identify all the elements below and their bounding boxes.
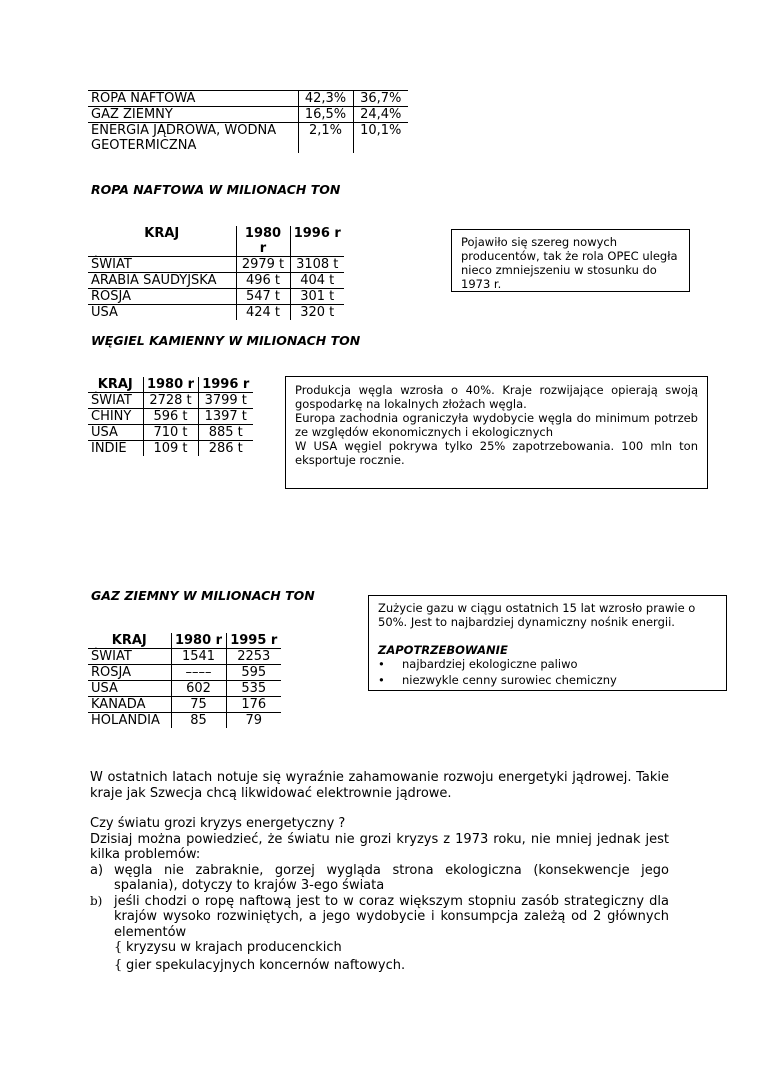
value-2: 404 t	[290, 273, 344, 289]
value-2: 24,4%	[353, 107, 408, 123]
sub-list-item-text: gier spekulacyjnych koncernów naftowych.	[126, 957, 406, 973]
country: USA	[88, 681, 171, 697]
table-row	[88, 273, 344, 289]
coal-note-p1: Produkcja węgla wzrosła o 40%. Kraje rozwijające opierają swoją gospodarkę na lokalnych złożach węgla.	[295, 383, 698, 411]
country: ROSJA	[88, 289, 236, 305]
value-2: 595	[226, 665, 281, 681]
paragraph-question: Czy światu grozi kryzys energetyczny ?	[90, 816, 346, 831]
gas-section-title: GAZ ZIEMNY W MILIONACH TON	[91, 588, 315, 603]
header-year-2: 1996 r	[290, 226, 344, 257]
gas-table	[88, 633, 281, 728]
coal-section-title: WĘGIEL KAMIENNY W MILIONACH TON	[91, 333, 361, 348]
list-item-a	[90, 863, 669, 894]
body-text	[90, 770, 669, 973]
value-1: 496 t	[236, 273, 290, 289]
country: ROSJA	[88, 665, 171, 681]
value-2: 301 t	[290, 289, 344, 305]
gas-note-box	[368, 595, 727, 691]
oil-section-title: ROPA NAFTOWA W MILIONACH TON	[91, 182, 341, 197]
table-header-row	[88, 633, 281, 649]
value-1: ––––	[171, 665, 226, 681]
table-row	[88, 305, 344, 321]
country: HOLANDIA	[91, 713, 160, 728]
header-country: KRAJ	[88, 377, 143, 393]
value-1: 75	[171, 697, 226, 713]
value-1: 109 t	[143, 441, 198, 457]
sub-list-item-text: kryzysu w krajach producenckich	[126, 940, 342, 955]
country: CHINY	[88, 409, 143, 425]
value-1: 547 t	[236, 289, 290, 305]
coal-note-p3: W USA węgiel pokrywa tylko 25% zapotrzebowania. 100 mln ton eksportuje rocznie.	[295, 439, 698, 467]
sub-list-item	[90, 958, 669, 974]
value-2: 3799 t	[198, 393, 253, 409]
value-2: 320 t	[290, 305, 344, 321]
coal-table	[88, 377, 253, 456]
sub-list-item	[90, 940, 669, 956]
table-row	[88, 649, 281, 665]
header-country: KRAJ	[88, 226, 236, 257]
row-label: ROPA NAFTOWA	[88, 91, 298, 107]
list-item-text: niezwykle cenny surowiec chemiczny	[402, 673, 617, 687]
value-1: 596 t	[143, 409, 198, 425]
header-year-2: 1996 r	[198, 377, 253, 393]
table-row	[88, 425, 253, 441]
header-year-2: 1995 r	[226, 633, 281, 649]
country: KANADA	[88, 697, 171, 713]
gas-note-p1: Zużycie gazu w ciągu ostatnich 15 lat wzrosło prawie o 50%. Jest to najbardziej dynamiczny nośnik energii.	[378, 601, 696, 629]
list-item-b	[90, 894, 669, 941]
header-country: KRAJ	[88, 633, 171, 649]
value-2: 176	[226, 697, 281, 713]
country: USA	[88, 425, 143, 441]
coal-note-p2: Europa zachodnia ograniczyła wydobycie węgla do minimum potrzeb ze względów ekonomicznych i ekologicznych	[295, 411, 698, 439]
list-marker: b)	[90, 893, 103, 908]
brace-icon: {	[114, 940, 123, 955]
coal-note-box	[285, 376, 708, 489]
value-1: 16,5%	[298, 107, 353, 123]
header-year-1: 1980 r	[171, 633, 226, 649]
table-row	[88, 681, 281, 697]
value-1: 85	[171, 713, 226, 729]
list-item-text: najbardziej ekologiczne paliwo	[402, 657, 578, 671]
table-header-row	[88, 226, 344, 257]
table-row	[88, 697, 281, 713]
table-row	[88, 289, 344, 305]
row-label: ENERGIA JĄDROWA, WODNA GEOTERMICZNA	[88, 123, 298, 154]
country: ARABIA SAUDYJSKA	[88, 273, 236, 289]
table-row	[88, 107, 408, 123]
value-1: 1541	[171, 649, 226, 665]
paragraph-nuclear: W ostatnich latach notuje się wyraźnie zahamowanie rozwoju energetyki jądrowej. Takie kraje jak Szwecja chcą likwidować elektrownie jądrowe.	[90, 770, 669, 801]
value-1: 710 t	[143, 425, 198, 441]
value-1: 602	[171, 681, 226, 697]
country: INDIE	[91, 441, 127, 456]
value-1: 2979 t	[236, 257, 290, 273]
list-item	[378, 673, 717, 687]
table-header-row	[88, 377, 253, 393]
header-year-1: 1980 r	[236, 226, 290, 257]
oil-note-text: Pojawiło się szereg nowych producentów, tak że rola OPEC uległa nieco zmniejszeniu w stosunku do 1973 r.	[461, 235, 678, 291]
value-2: 2253	[226, 649, 281, 665]
list-marker: a)	[90, 862, 104, 878]
value-2: 885 t	[198, 425, 253, 441]
table-row	[88, 123, 408, 154]
value-2: 535	[226, 681, 281, 697]
value-1: 424 t	[236, 305, 290, 321]
oil-note-box	[451, 229, 690, 292]
country: ŚWIAT	[88, 649, 171, 665]
table-row	[88, 393, 253, 409]
value-2: 3108 t	[290, 257, 344, 273]
table-row	[88, 257, 344, 273]
value-1: 2728 t	[143, 393, 198, 409]
country: ŚWIAT	[88, 257, 236, 273]
value-2: 286 t	[198, 441, 253, 457]
bullet-icon: •	[378, 673, 385, 687]
list-item-text: węgla nie zabraknie, gorzej wygląda strona ekologiczna (konsekwencje jego spalania), dotyczy to krajów 3-ego świata	[114, 862, 669, 893]
value-2: 1397 t	[198, 409, 253, 425]
country: ŚWIAT	[88, 393, 143, 409]
row-label: GAZ ZIEMNY	[88, 107, 298, 123]
brace-icon: {	[114, 957, 123, 973]
list-item-text: jeśli chodzi o ropę naftową jest to w coraz większym stopniu zasób strategiczny dla krajów wysoko rozwiniętych, a jego wydobycie i konsumpcja zależą od 2 głównych elementów	[114, 893, 669, 940]
value-2: 36,7%	[353, 91, 408, 107]
paragraph-intro: Dzisiaj można powiedzieć, że światu nie grozi kryzys z 1973 roku, nie mniej jednak jest kilka problemów:	[90, 831, 669, 862]
list-item	[378, 657, 717, 671]
table-row	[88, 665, 281, 681]
value-2: 10,1%	[353, 123, 408, 154]
table-row	[88, 441, 253, 457]
country: USA	[91, 305, 118, 320]
table-row	[88, 91, 408, 107]
gas-note-heading: ZAPOTRZEBOWANIE	[378, 643, 508, 657]
header-year-1: 1980 r	[143, 377, 198, 393]
value-1: 42,3%	[298, 91, 353, 107]
energy-share-table	[88, 90, 408, 153]
table-row	[88, 713, 281, 729]
table-row	[88, 409, 253, 425]
value-1: 2,1%	[298, 123, 353, 154]
bullet-icon: •	[378, 657, 385, 671]
value-2: 79	[226, 713, 281, 729]
oil-table	[88, 226, 344, 320]
